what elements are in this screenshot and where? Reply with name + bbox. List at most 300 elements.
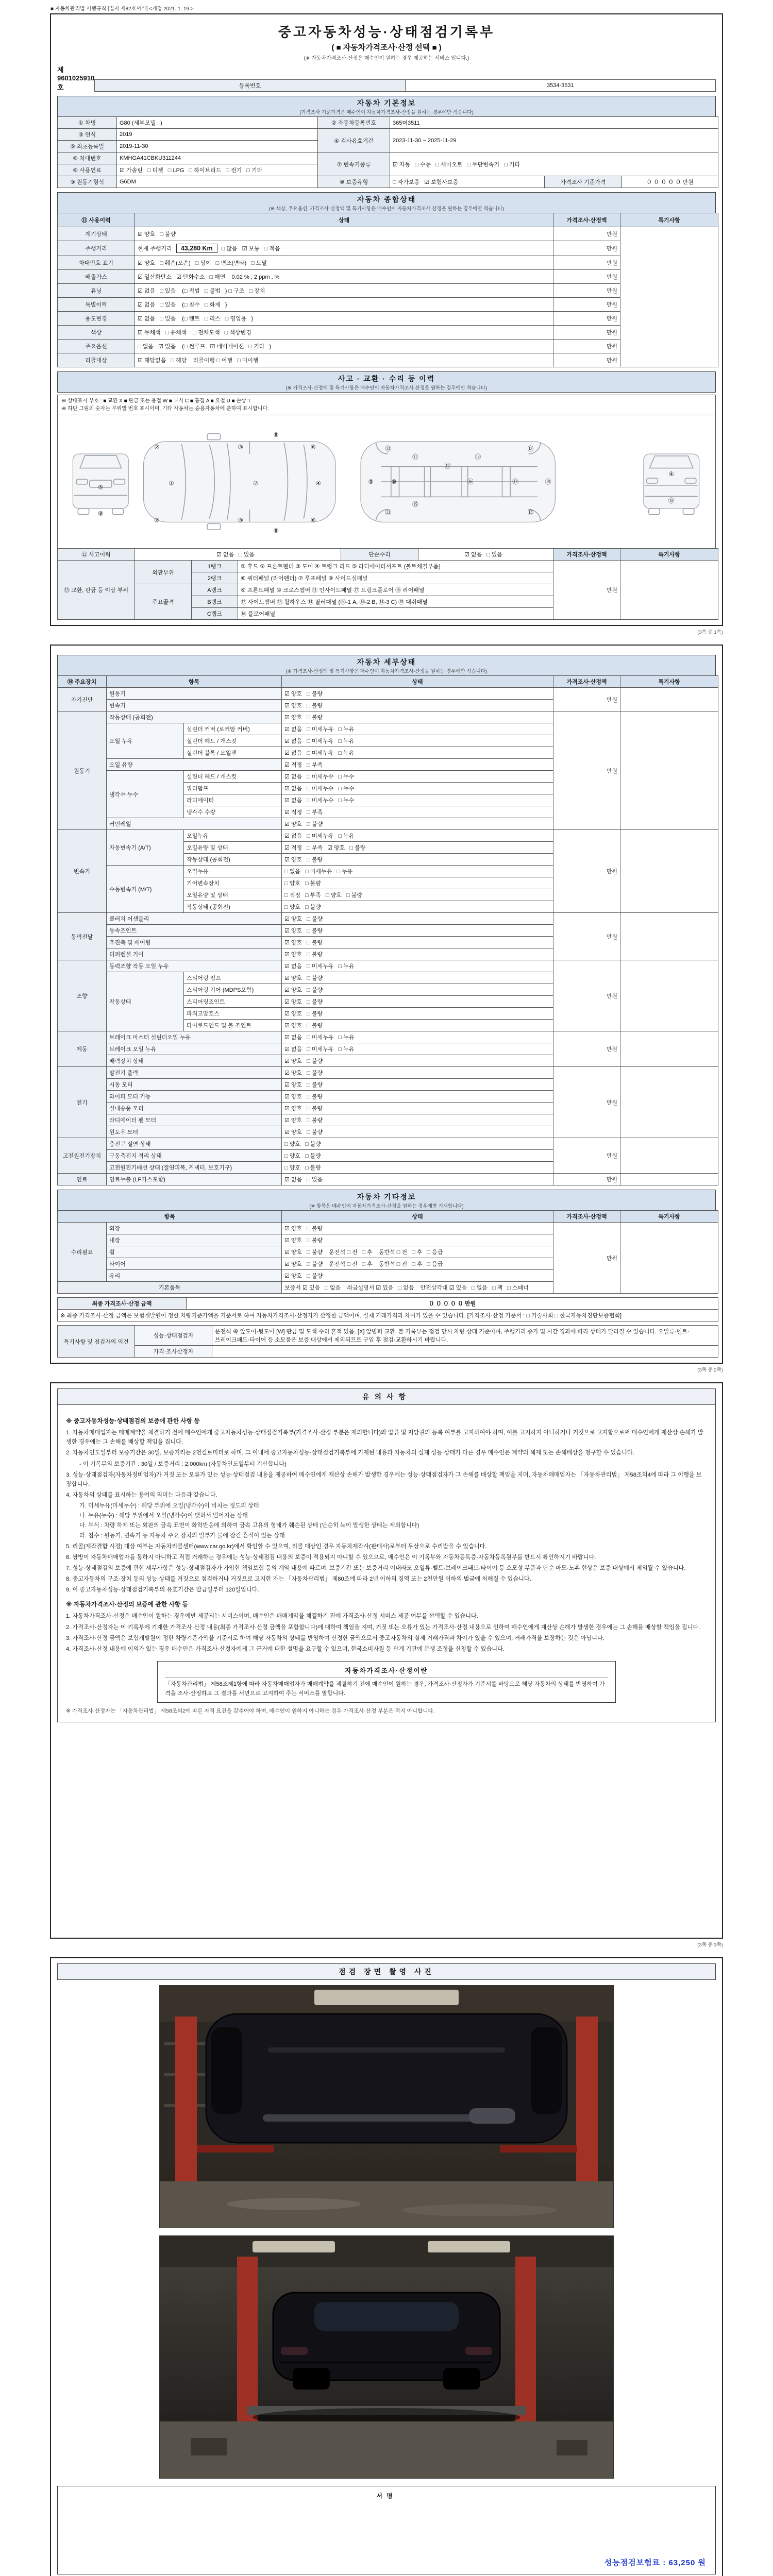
text: ) (225, 302, 227, 308)
checkbox[interactable]: □ 불량 (346, 892, 362, 899)
checkbox[interactable]: ☑ 양호 (284, 1106, 303, 1112)
checkbox[interactable]: ☑ 없음 (284, 798, 303, 804)
checkbox[interactable]: ☑ 양호 (138, 260, 156, 266)
checkbox[interactable]: □ 후 (362, 1261, 373, 1267)
checkbox[interactable]: □ 불량 (307, 987, 323, 993)
checkbox[interactable]: □ 영업용 (225, 316, 247, 322)
cell (282, 1114, 553, 1126)
cell: 2023-11-30 ~ 2025-11-29 (390, 129, 718, 152)
checkbox[interactable]: □ LPG (167, 167, 184, 174)
cell: 최종 가격조사·산정 금액 (58, 1298, 187, 1310)
part-number: ⑬ (385, 445, 391, 453)
cell: 파워고압호스 (184, 1008, 282, 1020)
checkbox[interactable]: □ 불량 (307, 691, 323, 697)
checkbox[interactable]: □ 많음 (221, 246, 238, 252)
cell: 자동변속기 (A/T) (107, 830, 184, 866)
cell: 가격조사·산정액 (553, 676, 620, 688)
checkbox[interactable]: ☑ 없음 (138, 288, 156, 294)
checkbox[interactable]: □ 없음 (138, 344, 154, 350)
checkbox[interactable]: □ 이행 (216, 358, 232, 364)
notice-text: 5. 리콜(제작결함 시정) 대상 여부는 자동차리콜센터(www.car.go.kr)에서 확인할 수 있으며, 리콜 대상인 경우 자동차제작사(판매사)로부터 무상으로 수리받을 수 있습니다. (66, 1543, 487, 1550)
checkbox[interactable]: ☑ 해당없음 (138, 358, 166, 364)
checkbox[interactable]: □ 불량 (307, 940, 323, 946)
checkbox[interactable]: □ 매연 (209, 274, 226, 280)
checkbox[interactable]: ☑ 양호 (284, 1273, 303, 1279)
checkbox[interactable]: ☑ 없음 (284, 750, 303, 756)
checkbox[interactable]: □ 미세누유 (307, 726, 334, 733)
checkbox[interactable]: □ 누수 (338, 798, 355, 804)
cell: 상태 (282, 1211, 553, 1223)
cell: 등록번호 (95, 80, 405, 92)
checkbox[interactable]: ☑ 없음 (284, 726, 303, 733)
cell: 만원 (553, 711, 620, 830)
checkbox[interactable]: □ 응급 (427, 1261, 443, 1267)
cell (135, 340, 553, 353)
checkbox[interactable]: □ 해당 (171, 358, 187, 364)
checkbox[interactable]: □ 불량 (307, 1129, 323, 1136)
checkbox[interactable]: □ 누유 (337, 869, 353, 875)
cell (135, 298, 553, 312)
checkbox[interactable]: □ 양호 (325, 892, 342, 899)
checkbox[interactable]: □ 화재 (204, 302, 221, 308)
cell: ０ ０ ０ ０ ０ 만원 (622, 176, 718, 188)
checkbox[interactable]: □ 장치 (249, 288, 265, 294)
text: ) (269, 344, 272, 350)
checkbox[interactable]: □ 미이행 (237, 358, 259, 364)
checkbox[interactable]: □ 불량 (307, 1082, 323, 1088)
checkbox[interactable]: ☑ 없음 (284, 1177, 303, 1183)
checkbox[interactable]: □ 불량 (307, 703, 323, 709)
checkbox[interactable]: ☑ 양호 (284, 1058, 303, 1064)
cell: 만원 (553, 1031, 620, 1067)
cell (620, 227, 718, 367)
checkbox[interactable]: ☑ 없음 (138, 302, 156, 308)
checkbox[interactable]: □ 있음 (307, 1177, 323, 1183)
checkbox[interactable]: ☑ 보험사보증 (424, 179, 459, 185)
cell: 만원 (553, 256, 620, 270)
checkbox[interactable]: □ 잭 (492, 1285, 503, 1291)
checkbox[interactable]: □ 구조 (228, 288, 245, 294)
checkbox[interactable]: □ 불량 (307, 715, 323, 721)
photo-section-title: 점검 장면 촬영 사진 (57, 1963, 716, 1980)
checkbox[interactable]: □ 전 (347, 1261, 358, 1267)
page-title: 중고자동차성능·상태점검기록부 (278, 24, 495, 40)
section-other-title: 자동차 기타정보 (357, 1193, 416, 1201)
cell: ⑬ 교환, 판금 등 이상 부위 (58, 561, 135, 620)
checkbox[interactable]: □ 불량 (307, 1273, 323, 1279)
checkbox[interactable]: □ 양호 (284, 1141, 300, 1147)
checkbox[interactable]: □ 불량 (305, 880, 321, 887)
checkbox[interactable]: ☑ 네비게이션 (210, 344, 244, 350)
checkbox[interactable]: ☑ 없음 (138, 316, 156, 322)
checkbox[interactable]: □ 세미오토 (435, 161, 463, 168)
checkbox[interactable]: ☑ 가솔린 (120, 167, 143, 174)
checkbox[interactable]: ☑ 자동 (393, 161, 411, 168)
cell (620, 913, 718, 960)
checkbox[interactable]: □ 상이 (195, 260, 211, 266)
cell (282, 854, 553, 866)
cell: 특기사항 (620, 676, 718, 688)
text: ) (251, 316, 254, 322)
text: 취급설명서 (345, 1285, 376, 1291)
checkbox[interactable]: □ 미세누유 (307, 750, 334, 756)
signature-box[interactable] (57, 2486, 716, 2574)
checkbox[interactable]: ☑ 양호 (284, 1082, 303, 1088)
checkbox[interactable]: □ 적음 (264, 246, 280, 252)
cell: 주행거리 (58, 241, 135, 256)
checkbox[interactable]: ☑ 양호 (327, 845, 345, 851)
checkbox[interactable]: □ 미세누수 (307, 774, 334, 780)
cell: ⑧ 사용연료 (58, 164, 117, 176)
checkbox[interactable]: □ 변조(변타) (215, 260, 247, 266)
checkbox[interactable]: ☑ 양호 (284, 940, 303, 946)
cell (620, 561, 718, 620)
cell: 변속기 (107, 700, 282, 711)
checkbox[interactable]: □ 전 (396, 1249, 408, 1256)
cell (620, 1067, 718, 1138)
cell: 동력조향 작동 오일 누유 (107, 960, 282, 972)
cell: 단순수리 (341, 549, 418, 561)
cell: 작동상태 (공회전) (184, 901, 282, 913)
cell (418, 549, 553, 561)
checkbox[interactable]: ☑ 무채색 (138, 330, 161, 336)
checkbox[interactable]: □ 양호 (284, 1165, 300, 1171)
checkbox[interactable]: □ 양호 (284, 880, 300, 887)
checkbox[interactable]: □ 없음 (471, 1285, 488, 1291)
checkbox[interactable]: □ 미세누유 (307, 833, 334, 839)
checkbox[interactable]: □ 누유 (338, 726, 355, 733)
cell: 원동기 (58, 711, 107, 830)
checkbox[interactable]: ☑ 있음 (158, 344, 176, 350)
checkbox[interactable]: ☑ 양호 (284, 703, 303, 709)
checkbox[interactable]: □ 불량 (307, 999, 323, 1005)
text: 동반석 (377, 1249, 397, 1256)
text: 0.02 % , 2 ppm , % (230, 274, 280, 280)
checkbox[interactable]: ☑ 적정 (284, 762, 303, 768)
checkbox[interactable]: □ 후 (412, 1261, 423, 1267)
checkbox[interactable]: □ 누유 (338, 963, 355, 970)
part-number: ⑬ (527, 445, 534, 453)
checkbox[interactable]: □ 있음 (160, 316, 176, 322)
cell: 수리필요 (58, 1223, 107, 1282)
checkbox[interactable]: □ 있음 (486, 552, 503, 558)
cell (390, 152, 718, 176)
section-detail-title: 자동차 세부상태 (357, 658, 416, 666)
checkbox[interactable]: ☑ 양호 (284, 928, 303, 934)
checkbox[interactable]: □ 전체도색 (193, 330, 220, 336)
cell: 자기진단 (58, 688, 107, 711)
checkbox[interactable]: □ 양호 (284, 904, 300, 910)
notice-text: 7. 성능·상태점검의 보증에 관한 세부사항은 성능·상태점검자가 가입한 책임보험 등의 계약 내용에 따르며, 보증기간 또는 보증거리 이내라도 오일류·벨트·브레이크패드·타이어 등 소모성 부품과 단순 마모·노후 현상은 보증 대상에서 제외될 수 있습니다. (66, 1565, 686, 1571)
checkbox[interactable]: □ 있음 (160, 288, 176, 294)
form-reference: ■ 자동차관리법 시행규칙 [별지 제82호서식] <개정 2021. 1. 19.> (51, 6, 194, 12)
checkbox[interactable]: □ 없음 (325, 1285, 341, 1291)
cell: 만원 (553, 1138, 620, 1174)
checkbox[interactable]: □ 전기 (226, 167, 242, 174)
checkbox[interactable]: □ 불량 (307, 1070, 323, 1076)
checkbox[interactable]: □ 누유 (338, 1035, 355, 1041)
checkbox[interactable]: □ 있음 (239, 552, 255, 558)
checkbox[interactable]: □ 적정 (284, 892, 300, 899)
checkbox[interactable]: ☑ 양호 (284, 1238, 303, 1244)
cell (282, 960, 553, 972)
checkbox[interactable]: ☑ 양호 (284, 1226, 303, 1232)
cell (282, 996, 553, 1008)
cell: 만원 (553, 326, 620, 340)
checkbox[interactable]: ☑ 없음 (464, 552, 482, 558)
notice-blocks (66, 1416, 707, 1654)
page-1 (50, 13, 723, 626)
cell (282, 794, 553, 806)
checkbox[interactable]: ☑ 있음 (449, 1285, 467, 1291)
checkbox[interactable]: □ 스패너 (507, 1285, 529, 1291)
inspector-opinion-table (57, 1325, 716, 1358)
checkbox[interactable]: □ 누유 (338, 1046, 355, 1053)
notice-text: 8. 중고자동차의 구조·장치 등의 성능·상태를 거짓으로 점검하거나 거짓으로 고지한 자는 「자동차관리법」 제80조에 따라 2년 이하의 징역 또는 2천만원 이하의 벌금에 처해질 수 있습니다. (66, 1576, 531, 1583)
checkbox[interactable]: □ 미세누유 (307, 963, 334, 970)
checkbox[interactable]: □ 불량 (305, 904, 321, 910)
cell: ⑦ 변속기종류 (318, 152, 390, 176)
checkbox[interactable]: □ 불량 (307, 1261, 323, 1267)
checkbox[interactable]: □ 자가보증 (393, 179, 420, 185)
checkbox[interactable]: □ 수동 (415, 161, 431, 168)
cell (135, 284, 553, 298)
text: 리콜이행 (191, 358, 216, 364)
checkbox[interactable]: □ 기타 (504, 161, 520, 168)
premium-label: 성능점검보험료 : (604, 2558, 666, 2567)
checkbox[interactable]: □ 불량 (307, 1106, 323, 1112)
checkbox[interactable]: □ 색상변경 (224, 330, 251, 336)
cell (282, 688, 553, 700)
cell: 오일누유 (184, 866, 282, 877)
cell: ⑤ 최초등록일 (58, 141, 117, 152)
checkbox[interactable]: ☑ 양호 (284, 987, 303, 993)
checkbox[interactable]: ☑ 양호 (284, 952, 303, 958)
notice-text: 2. 자동차인도일부터 보증기간은 30일, 보증거리는 2천킬로미터로 하며, 그 이내에 중고자동차성능·상태점검기록부에 기재된 내용과 자동차의 실제 성능·상태가 다른 경우 매수인은 계약의 해제 또는 손해배상을 청구할 수 있습니다. (66, 1450, 634, 1456)
cell (212, 1346, 718, 1358)
checkbox[interactable]: □ 부족 (307, 762, 323, 768)
cell: 시동 모터 (107, 1079, 282, 1091)
part-number: ⑱ (668, 497, 675, 505)
document-number: 제 9601025910호 (57, 66, 95, 91)
text: 안전삼각대 (418, 1285, 449, 1291)
part-number: ⑤ (98, 483, 104, 491)
checkbox[interactable]: ☑ 양호 (284, 1094, 303, 1100)
checkbox[interactable]: ☑ 없음 (284, 833, 303, 839)
checkbox[interactable]: ☑ 양호 (284, 1023, 303, 1029)
checkbox[interactable]: □ 무단변속기 (467, 161, 500, 168)
checkbox[interactable]: □ 불량 (307, 1023, 323, 1029)
checkbox[interactable]: ☑ 양호 (284, 1011, 303, 1017)
part-number: ⑨ (368, 478, 374, 485)
checkbox[interactable]: ☑ 양호 (284, 857, 303, 863)
cell: 365머3511 (390, 117, 718, 129)
checkbox[interactable]: ☑ 양호 (284, 691, 303, 697)
checkbox[interactable]: □ 침수 (183, 302, 200, 308)
checkbox[interactable]: □ 불법 (204, 288, 221, 294)
checkbox[interactable]: □ 불량 (307, 1117, 323, 1124)
checkbox[interactable]: ☑ 적정 (284, 845, 303, 851)
checkbox[interactable]: ☑ 없음 (284, 1046, 303, 1053)
checkbox[interactable]: □ 썬루프 (183, 344, 206, 350)
odometer-value: 43,280 Km (176, 244, 217, 253)
checkbox[interactable]: □ 부족 (307, 845, 323, 851)
checkbox[interactable]: ☑ 일산화탄소 (138, 274, 172, 280)
cell: C랭크 (192, 608, 238, 620)
car-damage-diagram (57, 415, 716, 549)
text: ( (180, 302, 184, 308)
checkbox[interactable]: □ 불량 (307, 1058, 323, 1064)
checkbox[interactable]: □ 불량 (160, 231, 176, 238)
checkbox[interactable]: □ 부족 (305, 892, 321, 899)
checkbox[interactable]: □ 불량 (349, 845, 366, 851)
checkbox[interactable]: □ 미세누유 (305, 869, 332, 875)
cell: 가격조사·산정액 (553, 1211, 620, 1223)
checkbox[interactable]: □ 미세누유 (307, 1046, 334, 1053)
cell: 변속기 (58, 830, 107, 913)
notice-text: 4. 자동차의 상태를 표시하는 용어의 의미는 다음과 같습니다. (66, 1492, 217, 1498)
checkbox[interactable]: □ 후 (362, 1249, 373, 1256)
cell: 디퍼렌셜 기어 (107, 948, 282, 960)
text: ) (225, 288, 229, 294)
notice-text: 1. 자동차가격조사·산정은 매수인이 원하는 경우에만 제공되는 서비스이며, 매수인은 매매계약을 체결하기 전에 가격조사·산정 서비스 제공 여부를 선택할 수 있습니다. (66, 1613, 478, 1620)
checkbox[interactable]: ☑ 없음 (284, 963, 303, 970)
checkbox[interactable]: □ 디젤 (147, 167, 163, 174)
cell (620, 1031, 718, 1067)
checkbox[interactable]: □ 미세누수 (307, 798, 334, 804)
cell: 특기사항 및 점검자의 의견 (58, 1326, 135, 1358)
part-number: ⑭ (475, 453, 481, 461)
checkbox[interactable]: ☑ 적정 (284, 809, 303, 816)
cell: 스티어링 펌프 (184, 972, 282, 984)
checkbox[interactable]: ☑ 양호 (284, 1129, 303, 1136)
checkbox[interactable]: □ 누유 (338, 750, 355, 756)
checkbox[interactable]: □ 누수 (338, 786, 355, 792)
cell: 배출가스 (58, 270, 135, 284)
checkbox[interactable]: □ 렌트 (183, 316, 200, 322)
checkbox[interactable]: □ 불량 (307, 821, 323, 827)
cell: 냉각수 누수 (107, 771, 184, 818)
part-number: ③ (238, 516, 244, 524)
checkbox[interactable]: □ 불량 (305, 1165, 321, 1171)
checkbox[interactable]: □ 기타 (248, 344, 265, 350)
checkbox[interactable]: □ 적법 (183, 288, 200, 294)
checkbox[interactable]: □ 미세누유 (307, 738, 334, 744)
checkbox[interactable]: □ 누유 (338, 833, 355, 839)
cell: 실린더 커버 (로커암 커버) (184, 723, 282, 735)
checkbox[interactable]: □ 미세누유 (307, 1035, 334, 1041)
checkbox[interactable]: ☑ 없음 (216, 552, 234, 558)
checkbox[interactable]: ☑ 없음 (284, 774, 303, 780)
checkbox[interactable]: □ 응급 (427, 1249, 443, 1256)
checkbox[interactable]: □ 리스 (204, 316, 221, 322)
checkbox[interactable]: □ 하이브리드 (189, 167, 222, 174)
checkbox[interactable]: □ 불량 (305, 1141, 321, 1147)
checkbox[interactable]: □ 전 (347, 1249, 358, 1256)
checkbox[interactable]: □ 누유 (338, 738, 355, 744)
checkbox[interactable]: ☑ 없음 (284, 1035, 303, 1041)
cell (135, 256, 553, 270)
checkbox[interactable]: ☑ 탄화수소 (176, 274, 205, 280)
cell (282, 771, 553, 783)
cell (282, 1270, 553, 1282)
cell (282, 925, 553, 937)
cell: B랭크 (192, 596, 238, 608)
checkbox[interactable]: ☑ 양호 (284, 916, 303, 922)
cell: ① 후드 ② 프론트펜더 ③ 도어 ④ 트렁크 리드 ⑤ 라디에이터서포트 (볼트체결부품) (238, 561, 553, 572)
cell (282, 972, 553, 984)
checkbox[interactable]: □ 부족 (307, 809, 323, 816)
checkbox[interactable]: □ 불량 (307, 975, 323, 981)
checkbox[interactable]: □ 후 (412, 1249, 423, 1256)
checkbox[interactable]: ☑ 있음 (302, 1285, 321, 1291)
checkbox[interactable]: ☑ 양호 (284, 821, 303, 827)
checkbox[interactable]: □ 불량 (307, 1011, 323, 1017)
checkbox[interactable]: □ 불량 (307, 928, 323, 934)
checkbox[interactable]: ☑ 양호 (138, 231, 156, 238)
cell (282, 818, 553, 830)
cell (282, 901, 553, 913)
checkbox[interactable]: ☑ 양호 (284, 1117, 303, 1124)
section-other-info (57, 1190, 716, 1211)
part-number: ⑱ (545, 478, 551, 485)
section-basic-title: 자동차 기본정보 (357, 99, 416, 107)
detail-condition-table (57, 675, 716, 1185)
checkbox[interactable]: ☑ 양호 (284, 1261, 303, 1267)
checkbox[interactable]: □ 전 (396, 1261, 408, 1267)
checkbox[interactable]: ☑ 없음 (284, 786, 303, 792)
checkbox[interactable]: □ 불량 (305, 1153, 321, 1159)
part-number: ⑬ (385, 509, 391, 516)
checkbox[interactable]: □ 불량 (307, 916, 323, 922)
checkbox[interactable]: □ 없음 (284, 869, 300, 875)
checkbox[interactable]: □ 유채색 (165, 330, 187, 336)
cell: ⑪ 사용이력 (58, 213, 135, 227)
checkbox[interactable]: □ 불량 (307, 1249, 323, 1256)
checkbox[interactable]: □ 있음 (160, 302, 176, 308)
checkbox[interactable]: □ 불량 (307, 1226, 323, 1232)
checkbox[interactable]: ☑ 양호 (284, 975, 303, 981)
cell (135, 227, 553, 241)
checkbox[interactable]: ☑ 양호 (284, 1249, 303, 1256)
cell: ① 차명 (58, 117, 117, 129)
cell: 오일 누유 (107, 723, 184, 759)
car-diagram-svg (58, 417, 717, 546)
checkbox[interactable]: ☑ 양호 (284, 715, 303, 721)
checkbox[interactable]: □ 불량 (307, 952, 323, 958)
cell (282, 937, 553, 948)
checkbox[interactable]: ☑ 없음 (284, 738, 303, 744)
cell: 만원 (553, 227, 620, 241)
cell: 만원 (553, 830, 620, 913)
checkbox[interactable]: ☑ 보통 (242, 246, 260, 252)
checkbox[interactable]: □ 불량 (307, 1238, 323, 1244)
cell (282, 1138, 553, 1150)
checkbox[interactable]: □ 도말 (251, 260, 267, 266)
checkbox[interactable]: □ 기타 (246, 167, 263, 174)
text: 현재 주행거리 (138, 246, 172, 252)
checkbox[interactable]: □ 미세누수 (307, 786, 334, 792)
checkbox[interactable]: □ 훼손(오손) (160, 260, 191, 266)
checkbox[interactable]: □ 양호 (284, 1153, 300, 1159)
checkbox[interactable]: □ 누수 (338, 774, 355, 780)
checkbox[interactable]: ☑ 양호 (284, 1070, 303, 1076)
checkbox[interactable]: □ 불량 (307, 857, 323, 863)
checkbox[interactable]: ☑ 양호 (284, 999, 303, 1005)
checkbox[interactable]: ☑ 있음 (376, 1285, 394, 1291)
checkbox[interactable]: □ 불량 (307, 1094, 323, 1100)
checkbox[interactable]: □ 없음 (398, 1285, 414, 1291)
